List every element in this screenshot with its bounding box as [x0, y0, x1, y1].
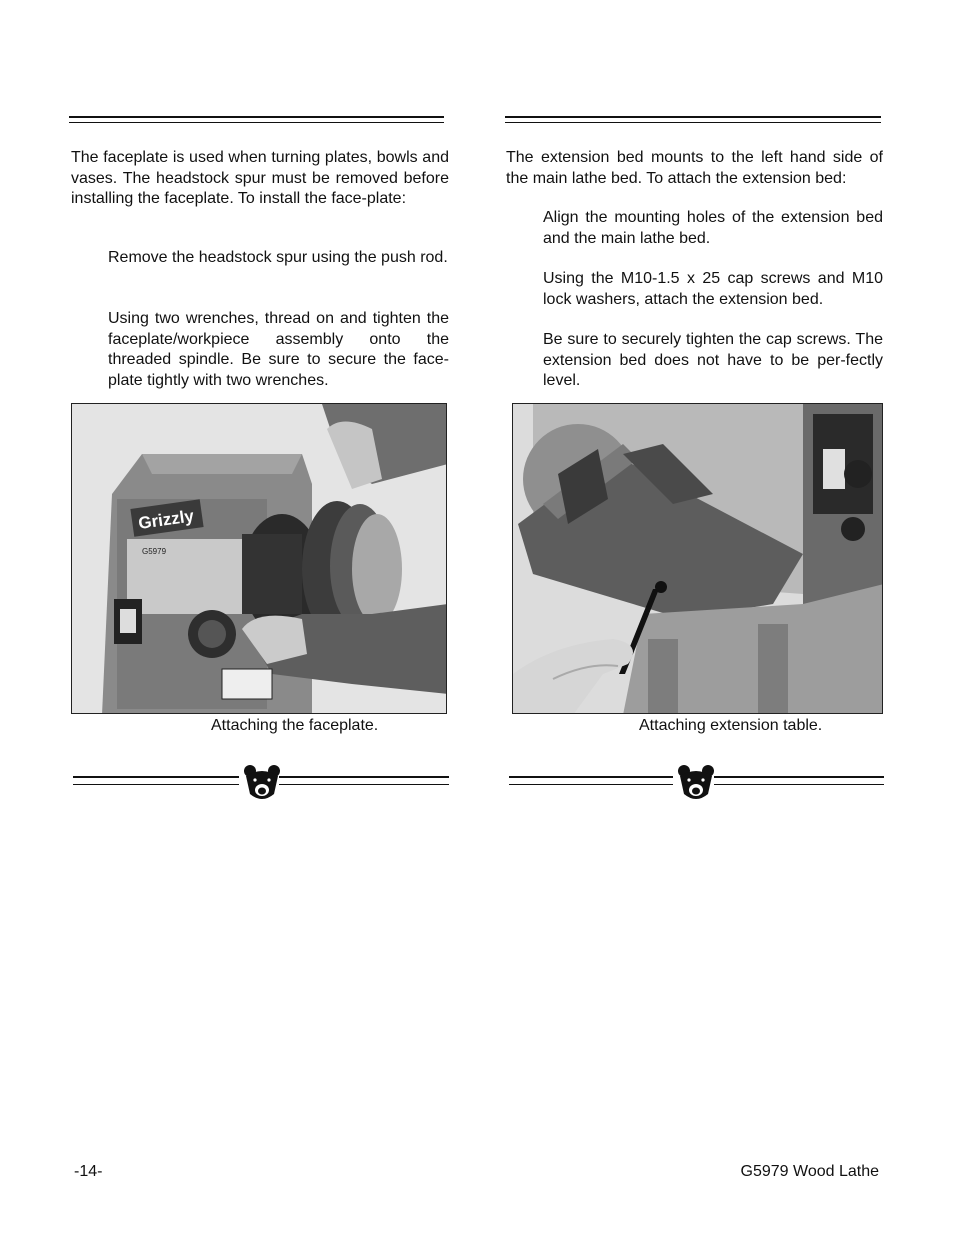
right-photo-caption: Attaching extension table. — [639, 717, 823, 734]
right-intro-paragraph: The extension bed mounts to the left hand side of the main lathe bed. To attach the extension bed: — [506, 149, 883, 187]
bear-logo-icon — [242, 764, 282, 802]
left-step-2: Using two wrenches, thread on and tighten the faceplate/workpiece assembly onto the threaded spindle. Be sure to secure the face-plate tightly with two wrenches. — [108, 310, 449, 389]
grizzly-logo-text: Grizzly — [137, 506, 196, 533]
right-header-rule — [505, 116, 881, 124]
page-number: -14- — [74, 1163, 103, 1180]
left-step-1: Remove the headstock spur using the push rod. — [108, 249, 448, 266]
extension-bed-photo — [512, 403, 883, 714]
left-photo-caption: Attaching the faceplate. — [211, 717, 379, 734]
left-bear-divider — [71, 762, 449, 802]
right-bear-divider — [507, 762, 885, 802]
right-step-1: Align the mounting holes of the extension bed and the main lathe bed. — [543, 209, 883, 247]
model-plate-text: G5979 — [142, 547, 167, 556]
bear-logo-icon — [676, 764, 716, 802]
manual-title: G5979 Wood Lathe — [740, 1163, 879, 1180]
faceplate-photo — [71, 403, 447, 714]
right-step-3: Be sure to securely tighten the cap screws. The extension bed does not have to be per-fectly level. — [543, 331, 883, 389]
left-intro-paragraph: The faceplate is used when turning plates, bowls and vases. The headstock spur must be removed before installing the faceplate. To install the face-plate: — [71, 149, 449, 207]
right-step-2: Using the M10-1.5 x 25 cap screws and M10 lock washers, attach the extension bed. — [543, 270, 883, 308]
left-header-rule — [69, 116, 444, 124]
